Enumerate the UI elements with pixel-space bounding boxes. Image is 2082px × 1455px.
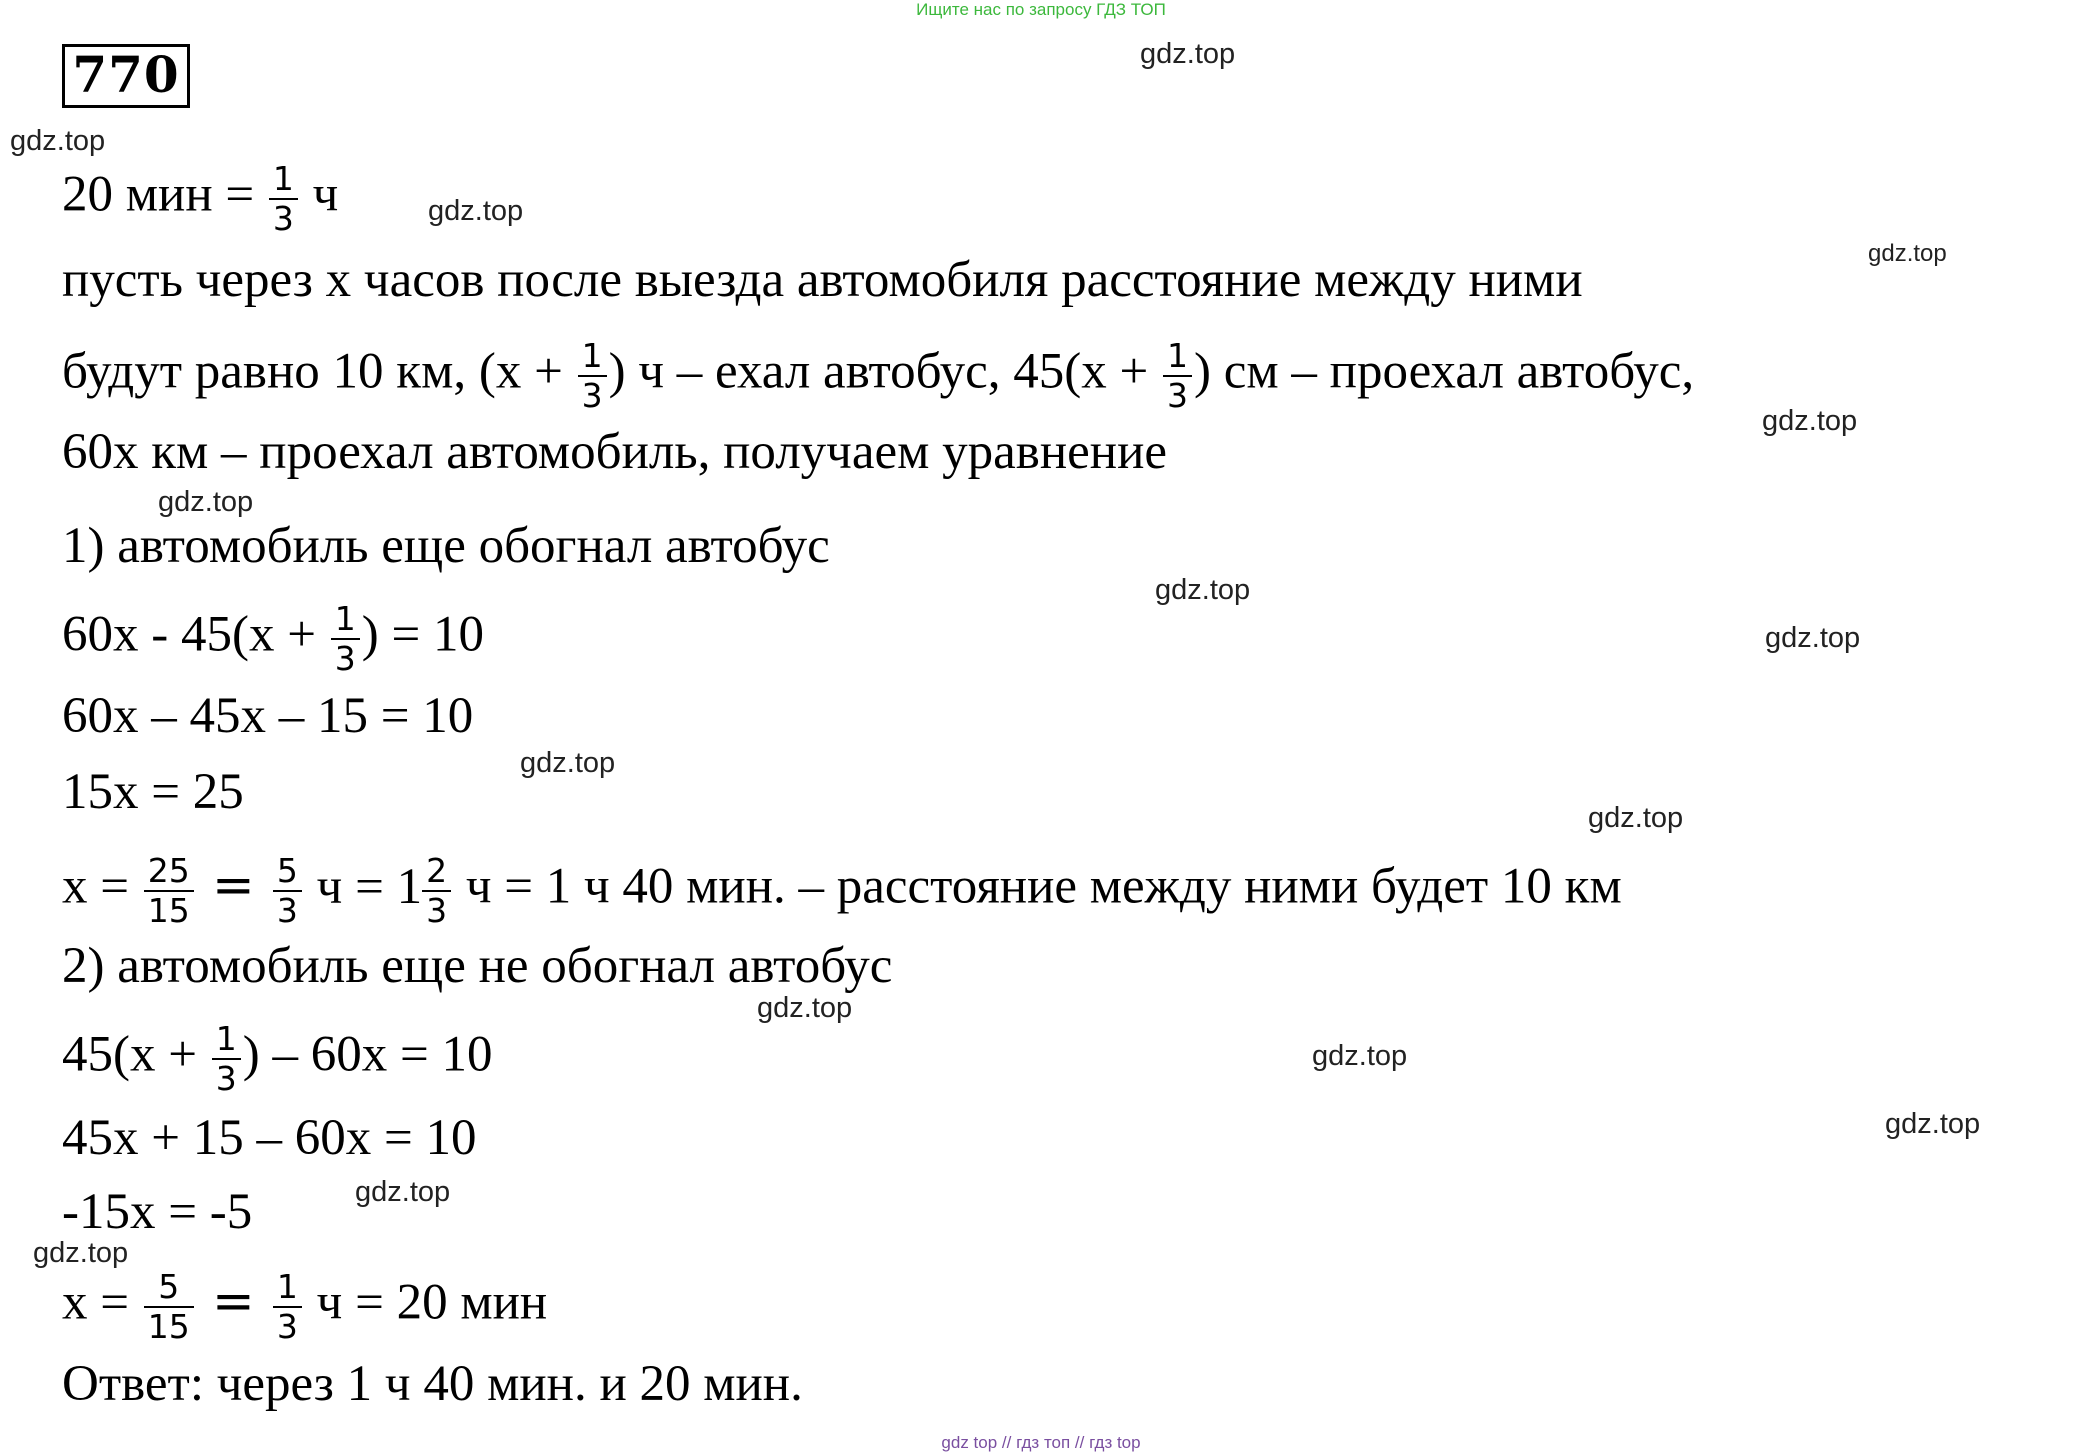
- search-hint: Ищите нас по запросу ГДЗ ТОП: [916, 0, 1166, 19]
- fraction: $\frac{5}{15}$: [144, 1268, 194, 1346]
- watermark: gdz.top: [1765, 622, 1861, 654]
- equation-1-step-2: 15x = 25: [62, 764, 244, 820]
- line-let: пусть через x часов после выезда автомобиля расстояние между ними: [62, 252, 1583, 308]
- equation-2-step-1: 45x + 15 – 60x = 10: [62, 1110, 477, 1166]
- watermark: gdz.top: [158, 486, 254, 518]
- equation-1: 60x - 45(x + $\frac{1}{3}$ ) = 10: [62, 599, 484, 678]
- fraction: $\frac{25}{15}$: [144, 852, 194, 930]
- watermark: gdz.top: [355, 1176, 451, 1208]
- line-car-distance: 60x км – проехал автомобиль, получаем уравнение: [62, 424, 1167, 480]
- watermark: gdz.top: [1762, 405, 1858, 437]
- equation-1-solution: x = $\frac{25}{15}$ = $\frac{5}{3}$ ч = 1 $\frac{2}{3}$ ч = 1 ч 40 мин. – расстояние между ними будет 10 км: [62, 851, 1622, 930]
- watermark: gdz.top: [1868, 240, 1947, 267]
- watermark: gdz.top: [1312, 1040, 1408, 1072]
- watermark: gdz.top: [1885, 1108, 1981, 1140]
- equation-1-step-1: 60x – 45x – 15 = 10: [62, 688, 474, 744]
- watermark: gdz.top: [757, 992, 853, 1024]
- case-1-heading: 1) автомобиль еще обогнал автобус: [62, 518, 830, 574]
- fraction: $\frac{1}{3}$: [212, 1020, 241, 1098]
- watermark: gdz.top: [1155, 574, 1251, 606]
- watermark: gdz.top: [428, 195, 524, 227]
- fraction: $\frac{1}{3}$: [578, 337, 607, 415]
- line-bus-time: будут равно 10 км, (x + $\frac{1}{3}$ ) ч – ехал автобус, 45(x + $\frac{1}{3}$ ) см – проехал автобус,: [62, 336, 1695, 415]
- footer-note: gdz top // гдз топ // гдз top: [941, 1433, 1141, 1452]
- watermark: gdz.top: [1588, 802, 1684, 834]
- equation-2-step-2: -15x = -5: [62, 1184, 253, 1240]
- fraction: $\frac{1}{3}$: [1163, 337, 1192, 415]
- watermark: gdz.top: [1140, 38, 1236, 70]
- fraction: $\frac{1}{3}$: [331, 600, 360, 678]
- watermark: gdz.top: [33, 1237, 129, 1269]
- line-conversion: 20 мин = $\frac{1}{3}$ ч: [62, 159, 339, 238]
- fraction: $\frac{1}{3}$: [273, 1268, 302, 1346]
- watermark: gdz.top: [520, 747, 616, 779]
- fraction: $\frac{5}{3}$: [273, 852, 302, 930]
- watermark: gdz.top: [10, 125, 106, 157]
- task-number: 770: [62, 44, 190, 108]
- case-2-heading: 2) автомобиль еще не обогнал автобус: [62, 938, 893, 994]
- equation-2: 45(x + $\frac{1}{3}$ ) – 60x = 10: [62, 1019, 493, 1098]
- fraction: $\frac{1}{3}$: [269, 160, 298, 238]
- fraction: $\frac{2}{3}$: [422, 852, 451, 930]
- answer: Ответ: через 1 ч 40 мин. и 20 мин.: [62, 1356, 803, 1412]
- equation-2-solution: x = $\frac{5}{15}$ = $\frac{1}{3}$ ч = 20 мин: [62, 1267, 548, 1346]
